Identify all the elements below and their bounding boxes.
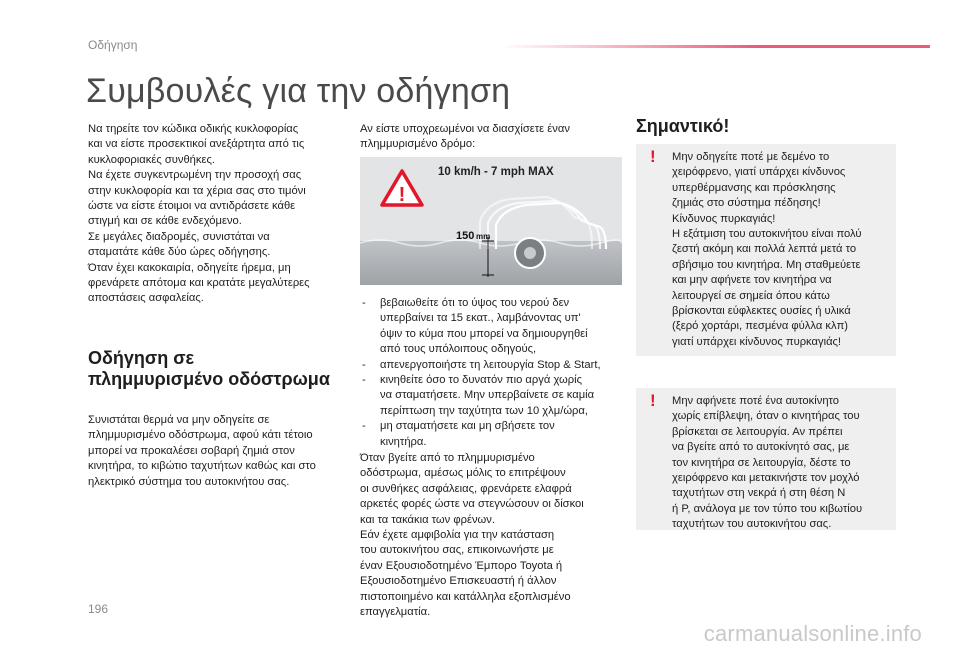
bullet-dash: - bbox=[362, 297, 366, 309]
driving-advice-text: Να τηρείτε τον κώδικα οδικής κυκλοφορίας και να είστε προσεκτικοί ανεξάρτητα από τις κυκλοφοριακές συνθήκες. Να έχετε συγκεντρωμένη την προσοχή σας στην κυκλοφορία και τα χέρια σας στο τιμόνι ώστε να είστε έτοιμοι να αντιδράσετε κάθε στιγμή και σε κάθε ενδεχόμενο. Σε μεγάλες διαδρομές, συνιστάται να σταματάτε κάθε δύο ώρες οδήγησης. Όταν έχει κακοκαιρία, οδηγείτε ήρεμα, μη φρενάρετε απότομα και κρατάτε μεγαλύτερες αποστάσεις ασφαλείας. bbox=[88, 123, 310, 305]
warning-exclamation-icon: ! bbox=[650, 147, 656, 166]
warning-glyph: ! bbox=[398, 184, 406, 206]
speed-label: 10 km/h - 7 mph MAX bbox=[438, 166, 554, 178]
list-item: - μη σταματήσετε και μη σβήσετε τον κινητήρα. bbox=[362, 420, 555, 448]
depth-unit: mm bbox=[476, 232, 491, 241]
flooded-intro-text: Αν είστε υποχρεωμένοι να διασχίσετε έναν πλημμυρισμένο δρόμο: bbox=[360, 123, 570, 151]
page-number: 196 bbox=[88, 602, 109, 616]
list-item: - απενεργοποιήστε τη λειτουργία Stop & Start, bbox=[360, 358, 622, 373]
column-1-flooded bbox=[88, 413, 350, 490]
flooded-road-illustration bbox=[360, 157, 622, 285]
depth-value: 150 bbox=[456, 230, 475, 242]
warning-box-handbrake bbox=[636, 144, 896, 356]
section-header: Οδήγηση bbox=[88, 38, 138, 52]
column-1-intro bbox=[88, 122, 350, 307]
header-rule bbox=[500, 45, 930, 48]
warning-exclamation-icon: ! bbox=[650, 391, 656, 410]
important-heading: Σημαντικό! bbox=[636, 116, 730, 136]
list-item: - κινηθείτε όσο το δυνατόν πιο αργά χωρίς να σταματήσετε. Μην υπερβαίνετε σε καμία περίπτωση την ταχύτητα των 10 χλμ/ώρα, bbox=[362, 374, 595, 417]
after-flood-text: Όταν βγείτε από το πλημμυρισμένο οδόστρωμα, αμέσως μόλις το επιτρέψουν οι συνθήκες ασφάλειας, φρενάρετε ελαφρά αρκετές φορές ώστε να στεγνώσουν οι δίσκοι και τα τακάκια των φρένων. Εάν έχετε αμφιβολία για την κατάσταση του αυτοκινήτου σας, επικοινωνήστε με έναν Εξουσιοδοτημένο Έμπορο Toyota ή Εξουσιοδοτημένο Επισκευαστή ή άλλον πιστοποιημένο και κατάλληλα εξοπλισμένο επαγγελματία. bbox=[360, 452, 584, 619]
page-title: Συμβουλές για την οδήγηση bbox=[86, 72, 511, 110]
flooded-road-steps bbox=[360, 296, 622, 450]
flooded-road-text: Συνιστάται θερμά να μην οδηγείτε σε πλημμυρισμένο οδόστρωμα, αφού κάτι τέτοιο μπορεί να προκαλέσει σοβαρή ζημιά στον κινητήρα, το κιβώτιο ταχυτήτων καθώς και στο ηλεκτρικό σύστημα του αυτοκινήτου σας. bbox=[88, 414, 316, 488]
warning-handbrake-text: Μην οδηγείτε ποτέ με δεμένο το χειρόφρενο, γιατί υπάρχει κίνδυνος υπερθέρμανσης και πρόσκλησης ζημιάς στο σύστημα πέδησης! Κίνδυνος πυρκαγιάς! Η εξάτμιση του αυτοκινήτου είναι πολύ ζεστή ακόμη και πολλά λεπτά μετά το σβήσιμο του κινητήρα. Μη σταθμεύετε και μην αφήνετε τον κινητήρα να λειτουργεί σε σημεία όπου κάτω βρίσκονται εύφλεκτες ουσίες ή υλικά (ξερό χορτάρι, πεσμένα φύλλα κλπ) γιατί υπάρχει κίνδυνος πυρκαγιάς! bbox=[672, 151, 862, 348]
flooded-road-heading: Οδήγηση σε πλημμυρισμένο οδόστρωμα bbox=[88, 348, 330, 389]
warning-box-unattended bbox=[636, 388, 896, 530]
list-item: - βεβαιωθείτε ότι το ύψος του νερού δεν υπερβαίνει τα 15 εκατ., λαμβάνοντας υπ' όψιν το κύμα που μπορεί να δημιουργηθεί από τους υπόλοιπους οδηγούς, bbox=[362, 297, 588, 356]
watermark: carmanualsonline.info bbox=[703, 621, 922, 646]
bullet-dash: - bbox=[362, 374, 366, 387]
column-2-intro bbox=[360, 122, 622, 153]
warning-unattended-text: Μην αφήνετε ποτέ ένα αυτοκίνητο χωρίς επίβλεψη, όταν ο κινητήρας του βρίσκεται σε λειτουργία. Αν πρέπει να βγείτε από το αυτοκίνητό σας, με τον κινητήρα σε λειτουργία, δέστε το χειρόφρενο και μετακινήστε τον μοχλό ταχυτήτων στη νεκρά ή στη θέση N ή P, ανάλογα με τον τύπο του κιβωτίου ταχυτήτων του αυτοκινήτου σας. bbox=[672, 395, 863, 531]
water-area bbox=[360, 241, 622, 285]
column-2-after bbox=[360, 451, 622, 620]
bullet-dash: - bbox=[362, 420, 366, 433]
bullet-dash: - bbox=[362, 358, 366, 371]
